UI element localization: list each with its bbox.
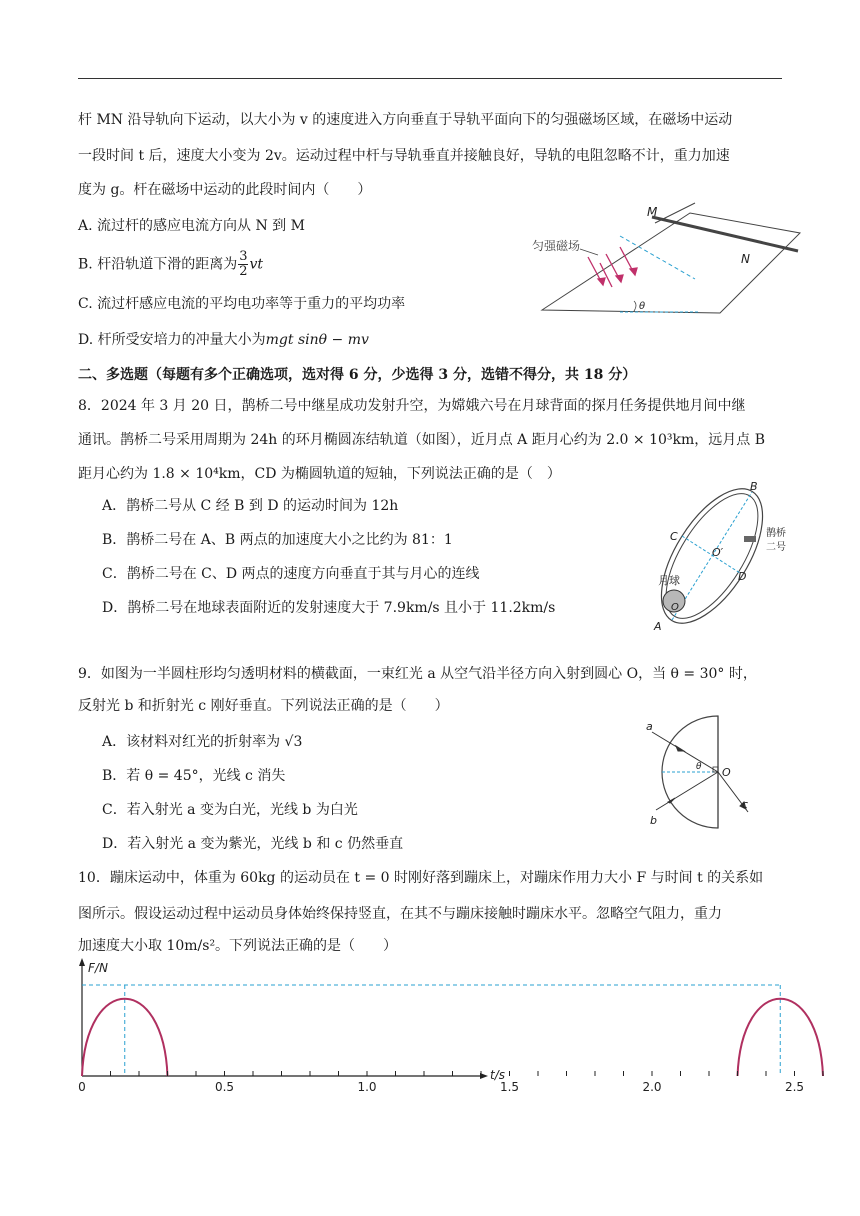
x-axis-label: t/s (490, 1068, 505, 1082)
q7-stem-line1: 杆 MN 沿导轨向下运动，以大小为 v 的速度进入方向垂直于导轨平面向下的匀强磁场区域，在磁场中运动 (78, 112, 733, 128)
x-tick-label: 0.5 (214, 1080, 235, 1094)
rod-mn (652, 217, 798, 251)
label-n: N (741, 252, 750, 266)
force-time-chart (70, 956, 805, 1096)
fraction-denominator: 2 (239, 264, 248, 279)
chart-guides (82, 985, 780, 1076)
q8-stem-line3: 距月心约为 1.8 × 10⁴km，CD 为椭圆轨道的短轴，下列说法正确的是（ ） (78, 466, 561, 482)
q8-option-c[interactable]: C．鹊桥二号在 C、D 两点的速度方向垂直于其与月心的连线 (102, 566, 480, 582)
q9-stem-line1: 9．如图为一半圆柱形均匀透明材料的横截面，一束红光 a 从空气沿半径方向入射到圆心 O，当 θ = 30° 时， (78, 666, 757, 682)
field-label: 匀强磁场 (532, 239, 581, 253)
label-d: D (738, 570, 747, 583)
q8-option-d[interactable]: D．鹊桥二号在地球表面附近的发射速度大于 7.9km/s 且小于 11.2km/s (102, 600, 556, 616)
q7-option-b-math: vt (249, 256, 264, 273)
q7-option-c[interactable]: C. 流过杆感应电流的平均电功率等于重力的平均功率 (78, 296, 406, 312)
label-sat-line2: 二号 (766, 542, 786, 553)
q7-option-b-text: B. 杆沿轨道下滑的距离为 (78, 256, 238, 273)
q8-option-a[interactable]: A．鹊桥二号从 C 经 B 到 D 的运动时间为 12h (102, 498, 399, 514)
label-o: O (671, 602, 679, 613)
label-ray-b: b (650, 814, 657, 827)
q9-option-b[interactable]: B．若 θ = 45°，光线 c 消失 (102, 768, 286, 784)
q9-stem-line2: 反射光 b 和折射光 c 刚好垂直。下列说法正确的是（ ） (78, 698, 449, 714)
q10-stem-line1: 10．蹦床运动中，体重为 60kg 的运动员在 t = 0 时刚好落到蹦床上，对蹦床作用力大小 F 与时间 t 的关系如 (78, 870, 764, 886)
incline-plane (542, 213, 800, 313)
label-c: C (670, 530, 678, 543)
q7-option-b[interactable] (78, 250, 263, 279)
fraction-numerator: 3 (239, 249, 248, 264)
q8-option-b[interactable]: B．鹊桥二号在 A、B 两点的加速度大小之比约为 81：1 (102, 532, 453, 548)
label-m: M (647, 205, 658, 219)
label-theta: θ (639, 301, 646, 312)
q7-stem-line2: 一段时间 t 后，速度大小变为 2v。运动过程中杆与导轨垂直并接触良好，导轨的电阻忽略不计，重力加速 (78, 148, 730, 164)
field-boundary (620, 236, 695, 279)
chart-axes (79, 958, 488, 1079)
label-a: A (654, 620, 662, 633)
label-theta: θ (696, 762, 702, 772)
label-b: B (750, 480, 758, 493)
q7-rails-figure (500, 205, 800, 320)
label-center-o: O (722, 766, 731, 779)
q7-option-d-text: D. 杆所受安培力的冲量大小为 (78, 332, 266, 348)
x-tick-label: 2.0 (642, 1080, 662, 1094)
q8-stem-line1: 8．2024 年 3 月 20 日，鹊桥二号中继星成功发射升空，为嫦娥六号在月球背面的探月任务提供地月间中继 (78, 398, 746, 414)
y-axis-label: F/N (88, 961, 108, 975)
q7-stem-line3: 度为 g。杆在磁场中运动的此段时间内（ ） (78, 182, 372, 198)
q7-option-b-fraction (238, 250, 248, 279)
x-tick-label: 1.0 (357, 1080, 377, 1094)
x-tick-label: 2.5 (784, 1080, 805, 1094)
label-ray-a: a (646, 720, 653, 733)
x-tick-label: 1.5 (499, 1080, 520, 1094)
q9-option-d[interactable]: D．若入射光 a 变为紫光，光线 b 和 c 仍然垂直 (102, 836, 404, 852)
chart-ticks (78, 1071, 823, 1094)
q9-option-a[interactable]: A．该材料对红光的折射率为 √3 (102, 734, 303, 750)
label-sat-line1: 鹊桥 (766, 528, 786, 539)
q9-optics-figure (630, 712, 770, 832)
q7-option-a[interactable]: A. 流过杆的感应电流方向从 N 到 M (78, 218, 305, 234)
chart-curves (82, 999, 823, 1076)
x-tick-label: 0 (78, 1080, 86, 1094)
satellite-icon (744, 536, 756, 542)
q7-option-d[interactable] (78, 330, 369, 350)
theta-arc (634, 301, 636, 311)
q10-stem-line3: 加速度大小取 10m/s²。下列说法正确的是（ ） (78, 938, 398, 954)
header-rule (78, 78, 782, 79)
label-ray-c: c (742, 798, 749, 811)
q7-option-d-math: mgt sinθ − mv (265, 332, 369, 348)
q10-stem-line2: 图所示。假设运动过程中运动员身体始终保持竖直，在其不与蹦床接触时蹦床水平。忽略空气阻力，重力 (78, 906, 722, 922)
label-moon: 月球 (658, 574, 680, 587)
minor-axis (682, 536, 740, 573)
label-o-prime: O′ (712, 546, 724, 559)
section-title-multiple-choice: 二、多选题（每题有多个正确选项，选对得 6 分，少选得 3 分，选错不得分，共 18 分） (78, 367, 637, 383)
q9-option-c[interactable]: C．若入射光 a 变为白光，光线 b 为白光 (102, 802, 358, 818)
y-axis-arrow (79, 958, 85, 966)
q8-orbit-figure (640, 478, 800, 638)
q8-stem-line2: 通讯。鹊桥二号采用周期为 24h 的环月椭圆冻结轨道（如图），近月点 A 距月心约为 2.0 × 10³km，远月点 B (78, 432, 766, 448)
